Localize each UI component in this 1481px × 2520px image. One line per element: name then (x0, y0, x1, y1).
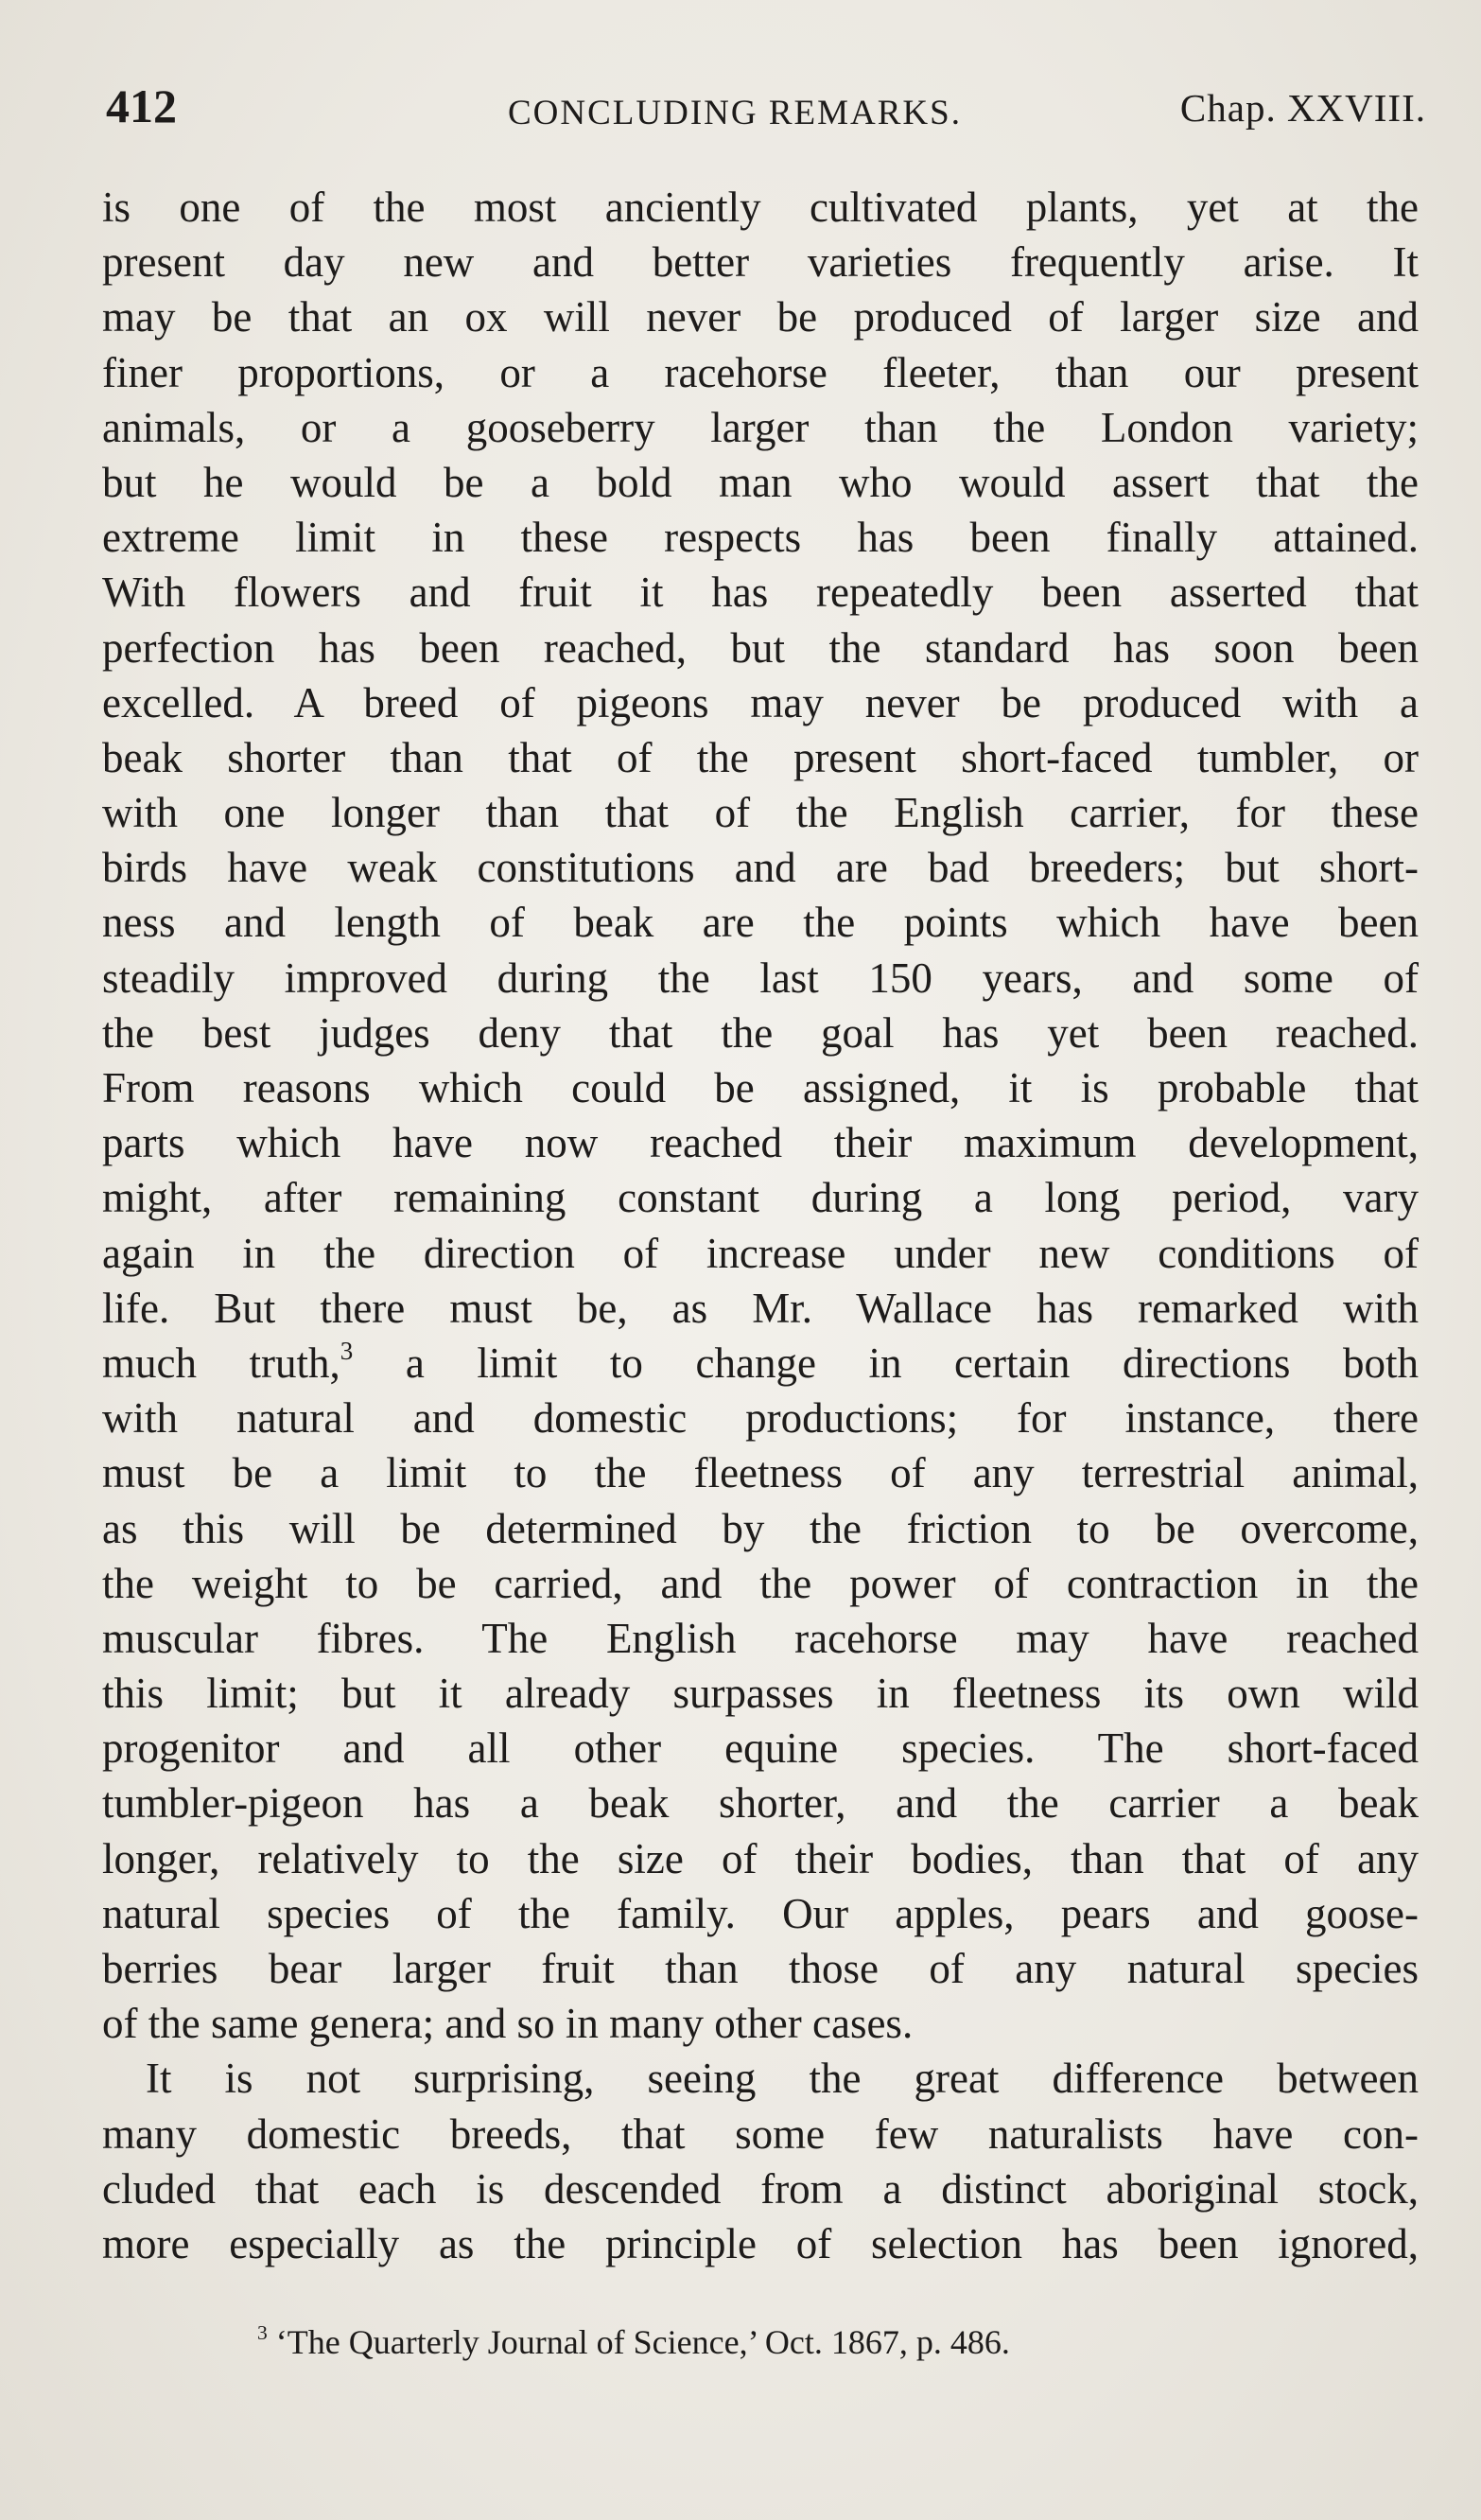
text-line: life. But there must be, as Mr. Wallace has remarked with (102, 1284, 1419, 1332)
text-line: is one of the most anciently cultivated plants, yet at the (102, 184, 1419, 231)
text-line: perfection has been reached, but the standard has soon been (102, 623, 1419, 672)
chapter-label: Chap. XXVIII. (1179, 86, 1426, 130)
footnote-text: ‘The Quarterly Journal of Science,’ Oct. 1867, p. 486. (267, 2323, 1010, 2361)
text-line: might, after remaining constant during a long period, vary (102, 1174, 1419, 1222)
text-line: excelled. A breed of pigeons may never be produced with a (102, 678, 1419, 726)
text-line: finer proportions, or a racehorse fleeter, than our present (102, 348, 1419, 396)
body-text (102, 180, 1419, 2271)
text-line: this limit; but it already surpasses in fleetness its own wild (102, 1670, 1419, 1718)
text-line: must be a limit to the fleetness of any terrestrial animal, (102, 1449, 1419, 1497)
text-line: steadily improved during the last 150 years, and some of (102, 954, 1419, 1002)
text-line: present day new and better varieties frequently arise. It (102, 238, 1419, 287)
text-line: many domestic breeds, that some few naturalists have con- (102, 2109, 1419, 2158)
paragraph-end-line: of the same genera; and so in many other cases. (102, 2000, 914, 2048)
text-line: natural species of the family. Our apples, pears and goose- (102, 1889, 1419, 1937)
text-line: animals, or a gooseberry larger than the London variety; (102, 403, 1419, 451)
text-line: progenitor and all other equine species. The short-faced (102, 1724, 1419, 1773)
text-line: may be that an ox will never be produced of larger size and (102, 293, 1419, 341)
footnote (257, 2316, 1010, 2369)
text-line: tumbler-pigeon has a beak shorter, and the carrier a beak (102, 1779, 1419, 1828)
running-title: CONCLUDING REMARKS. (508, 94, 962, 132)
text-line: as this will be determined by the friction to be overcome, (102, 1504, 1419, 1552)
text-line: with one longer than that of the English carrier, for these (102, 789, 1419, 837)
text-line: parts which have now reached their maximum development, (102, 1119, 1419, 1167)
footnote-marker: 3 (257, 2320, 268, 2344)
text-line: extreme limit in these respects has been finally attained. (102, 514, 1419, 562)
text-line: From reasons which could be assigned, it is probable that (102, 1064, 1419, 1111)
text-line: longer, relatively to the size of their bodies, than that of any (102, 1834, 1419, 1882)
footnote-reference: 3 (340, 1337, 354, 1366)
page-number: 412 (106, 79, 177, 132)
text-line: but he would be a bold man who would assert that the (102, 458, 1419, 506)
text-line: more especially as the principle of selection has been ignored, (102, 2219, 1419, 2267)
text-line-with-footnote-ref (102, 1336, 1419, 1391)
text-line: again in the direction of increase under new conditions of (102, 1229, 1419, 1277)
page-header (106, 68, 1426, 144)
text-line: birds have weak constitutions and are bad breeders; but short- (102, 844, 1419, 892)
line-text: much truth, (102, 1339, 340, 1387)
line-text: a limit to change in certain directions both (353, 1339, 1419, 1387)
text-line: berries bear larger fruit than those of any natural species (102, 1945, 1419, 1992)
paragraph-start-line: It is not surprising, seeing the great difference between (146, 2055, 1419, 2103)
text-line: With flowers and fruit it has repeatedly been asserted that (102, 569, 1419, 617)
text-line: muscular fibres. The English racehorse may have reached (102, 1614, 1419, 1662)
text-line: with natural and domestic productions; for instance, there (102, 1394, 1419, 1443)
text-line: beak shorter than that of the present short-faced tumbler, or (102, 733, 1419, 781)
text-line: the weight to be carried, and the power of contraction in the (102, 1559, 1419, 1607)
text-line: cluded that each is descended from a distinct aboriginal stock, (102, 2164, 1419, 2213)
text-line: the best judges deny that the goal has yet been reached. (102, 1008, 1419, 1057)
text-line: ness and length of beak are the points which have been (102, 899, 1419, 947)
